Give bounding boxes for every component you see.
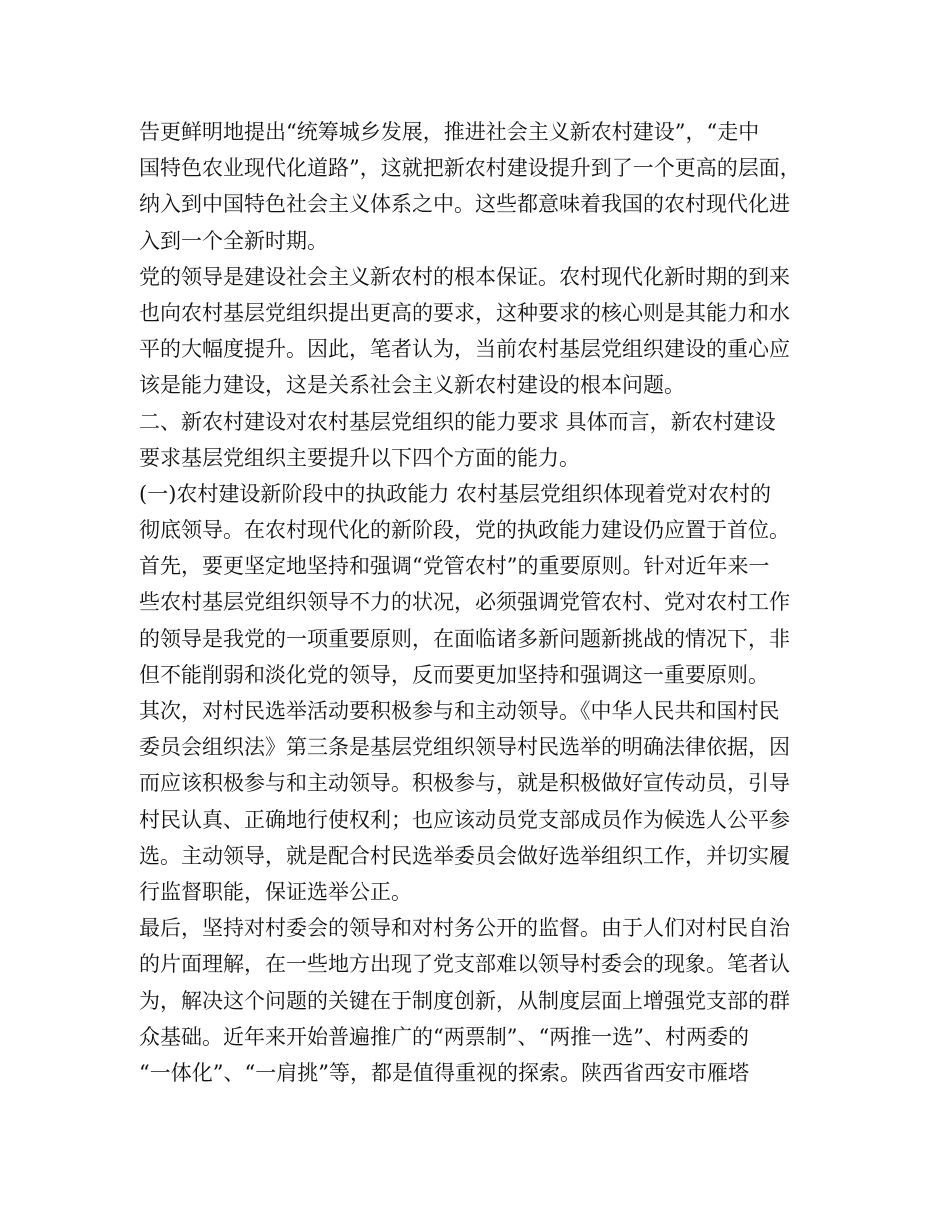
text-line: 党的领导是建设社会主义新农村的根本保证。农村现代化新时期的到来 — [139, 264, 790, 289]
text-line: 该是能力建设，这是关系社会主义新农村建设的根本问题。 — [139, 373, 685, 398]
text-line: 纳入到中国特色社会主义体系之中。这些都意味着我国的农村现代化进 — [139, 192, 790, 217]
text-line: 村民认真、正确地行使权利；也应该动员党支部成员作为候选人公平参 — [139, 807, 790, 832]
text-line: 要求基层党组织主要提升以下四个方面的能力。 — [139, 445, 580, 470]
text-line: 也向农村基层党组织提出更高的要求，这种要求的核心则是其能力和水 — [139, 300, 790, 325]
text-line: 彻底领导。在农村现代化的新阶段，党的执政能力建设仍应置于首位。 — [139, 518, 790, 543]
text-line: 委员会组织法》第三条是基层党组织领导村民选举的明确法律依据，因 — [139, 735, 790, 760]
text-line: 入到一个全新时期。 — [139, 228, 328, 253]
subsection-heading-line: (一)农村建设新阶段中的执政能力 农村基层党组织体现着党对农村的 — [139, 481, 772, 506]
text-line: 国特色农业现代化道路”，这就把新农村建设提升到了一个更高的层面， — [139, 156, 801, 181]
text-line: 的片面理解，在一些地方出现了党支部难以领导村委会的现象。笔者认 — [139, 952, 790, 977]
text-line: 最后，坚持对村委会的领导和对村务公开的监督。由于人们对村民自治 — [139, 916, 790, 941]
text-line: 告更鲜明地提出“统筹城乡发展，推进社会主义新农村建设”，“走中 — [139, 120, 760, 144]
text-line: 而应该积极参与和主动领导。积极参与，就是积极做好宣传动员，引导 — [139, 771, 790, 796]
text-line: 行监督职能，保证选举公正。 — [139, 879, 412, 904]
body-text — [139, 114, 829, 1091]
text-line: 众基础。近年来开始普遍推广的“两票制”、“两推一选”、村两委的 — [139, 1024, 749, 1049]
text-line: 选。主动领导，就是配合村民选举委员会做好选举组织工作，并切实履 — [139, 843, 790, 868]
text-line: 平的大幅度提升。因此，笔者认为，当前农村基层党组织建设的重心应 — [139, 337, 790, 362]
text-line: 些农村基层党组织领导不力的状况，必须强调党管农村、党对农村工作 — [139, 590, 790, 615]
text-line: 但不能削弱和淡化党的领导，反而要更加坚持和强调这一重要原则。 — [139, 662, 769, 687]
text-line: “一体化”、“一肩挑”等，都是值得重视的探索。陕西省西安市雁塔 — [139, 1060, 749, 1085]
text-line: 其次，对村民选举活动要积极参与和主动领导。《中华人民共和国村民 — [139, 699, 780, 723]
text-line: 为，解决这个问题的关键在于制度创新，从制度层面上增强党支部的群 — [139, 988, 790, 1013]
text-line: 首先，要更坚定地坚持和强调“党管农村”的重要原则。针对近年来一 — [139, 554, 770, 579]
section-heading-line: 二、新农村建设对农村基层党组织的能力要求 具体而言，新农村建设 — [139, 409, 776, 434]
text-line: 的领导是我党的一项重要原则，在面临诸多新问题新挑战的情况下，非 — [139, 626, 790, 651]
